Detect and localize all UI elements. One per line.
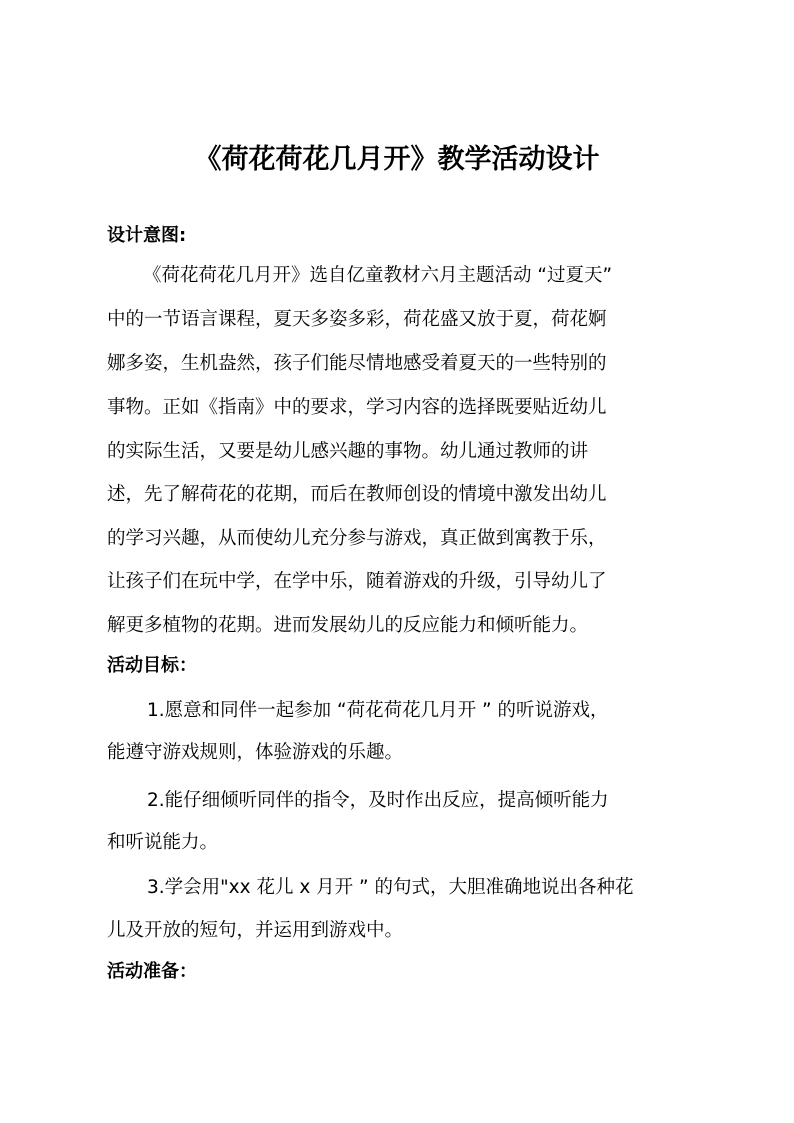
document-title: 《荷花荷花几月开》教学活动设计: [194, 144, 600, 175]
paragraph-line: 事物。正如《指南》中的要求，学习内容的选择既要贴近幼儿: [107, 397, 607, 418]
paragraph-line: 述，先了解荷花的花期，而后在教师创设的情境中激发出幼儿: [107, 484, 607, 505]
paragraph-line: 中的一节语言课程，夏天多姿多彩，荷花盛又放于夏，荷花婀: [107, 309, 607, 330]
goal-line: 能遵守游戏规则，体验游戏的乐趣。: [107, 742, 404, 763]
paragraph-line: 解更多植物的花期。进而发展幼儿的反应能力和倾听能力。: [107, 615, 589, 636]
goal-line: 1.愿意和同伴一起参加 “荷花荷花几月开 ” 的听说游戏，: [147, 700, 609, 721]
paragraph-line: 的实际生活，又要是幼儿感兴趣的事物。幼儿通过教师的讲: [107, 441, 589, 462]
paragraph-line: 娜多姿，生机盎然，孩子们能尽情地感受着夏天的一些特别的: [107, 353, 607, 374]
goal-line: 儿及开放的短句，并运用到游戏中。: [107, 920, 404, 941]
paragraph-line: 的学习兴趣，从而使幼儿充分参与游戏，真正做到寓教于乐，: [107, 528, 607, 549]
section-heading-goals: 活动目标：: [107, 655, 197, 676]
goal-line: 2.能仔细倾听同伴的指令，及时作出反应，提高倾听能力: [147, 790, 609, 811]
goal-line: 3.学会用"xx 花儿 x 月开 ” 的句式，大胆准确地说出各种花: [147, 877, 634, 898]
section-heading-intent: 设计意图:: [107, 225, 187, 246]
goal-line: 和听说能力。: [107, 832, 219, 853]
paragraph-line: 《荷花荷花几月开》选自亿童教材六月主题活动 “过夏天”: [143, 265, 613, 286]
paragraph-line: 让孩子们在玩中学，在学中乐，随着游戏的升级，引导幼儿了: [107, 571, 607, 592]
section-heading-preparation: 活动准备：: [107, 961, 197, 982]
